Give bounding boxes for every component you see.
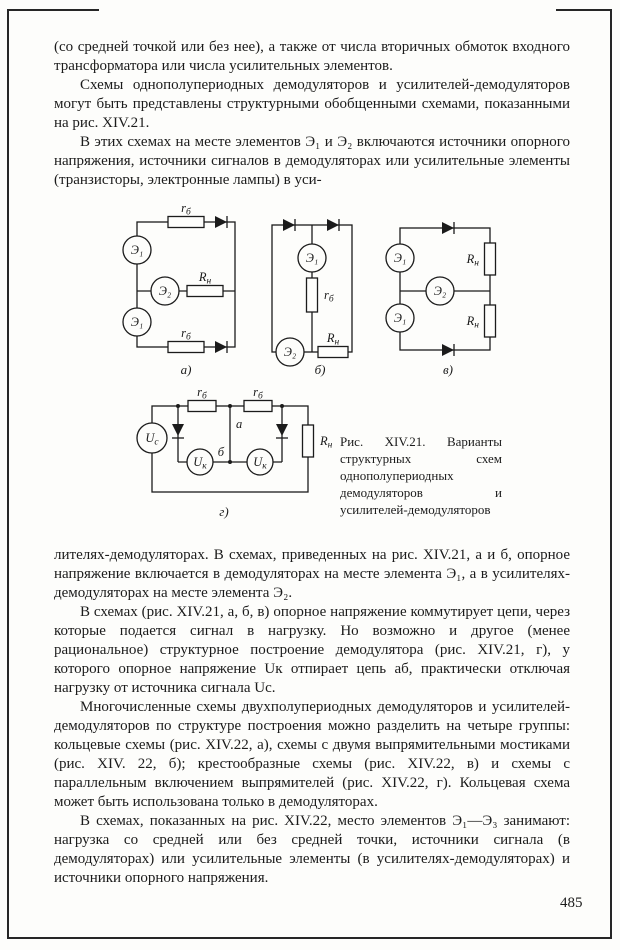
element-label: Э₂ bbox=[158, 284, 172, 298]
figure-xiv21 bbox=[0, 200, 620, 530]
resistor-rn-box bbox=[303, 425, 314, 457]
element-label: Э₁ bbox=[393, 311, 407, 325]
scan-edge-bottom bbox=[7, 937, 612, 939]
element-label: Э₁ bbox=[130, 243, 144, 257]
node-dot bbox=[228, 460, 232, 464]
diode-icon bbox=[172, 424, 184, 436]
variant-label-v: в) bbox=[443, 362, 453, 377]
circuit-variant-g bbox=[137, 385, 333, 519]
resistor-rn-box bbox=[485, 305, 496, 337]
figure-caption: Рис. XIV.21. Варианты структурных схем однополупериодных демодуляторов и усилителей-демодуляторов bbox=[340, 434, 502, 517]
diode-icon bbox=[327, 219, 339, 231]
circuit-variant-b bbox=[272, 219, 352, 377]
node-b-label: б bbox=[217, 445, 224, 459]
circuit-variant-a bbox=[123, 201, 235, 377]
u-signal-label: $U_с$ bbox=[145, 431, 159, 448]
diode-icon bbox=[442, 344, 454, 356]
u-reference-label: $U_к$ bbox=[193, 455, 207, 472]
resistor-rn-label: $R_н$ bbox=[198, 270, 212, 287]
paragraph: В схемах, показанных на рис. XIV.22, место элементов Э₁—Э₃ занимают: нагрузка со средней или без средней точки, источники сигнала (в демодуляторах) или усилительные элементы (в усилителях-демодуляторах) и источники опорного напряжения. bbox=[54, 813, 570, 886]
element-label: Э₂ bbox=[433, 284, 447, 298]
paragraph: лителях-демодуляторах. В схемах, приведенных на рис. XIV.21, а и б, опорное напряжение включается в демодуляторах на месте элемента Э₁, а в усилителях-демодуляторах на месте элемента Э₂. bbox=[54, 547, 570, 601]
element-label: Э₁ bbox=[305, 251, 319, 265]
resistor-rb-label: $r_б$ bbox=[181, 201, 191, 218]
resistor-rb-box bbox=[244, 401, 272, 412]
diode-icon bbox=[215, 341, 227, 353]
diode-icon bbox=[276, 424, 288, 436]
paragraph: В схемах (рис. XIV.21, а, б, в) опорное напряжение коммутирует цепи, через которые подается сигнал в нагрузку. Но возможно и другое (менее рациональное) структурное построение демодулятора (рис. XIV.21, г), у которого опорное напряжение Uк отпирает цепь аб, практически отключая нагрузку от источника сигнала Uс. bbox=[54, 604, 570, 696]
page-number: 485 bbox=[560, 895, 583, 911]
resistor-rb-label: $r_б$ bbox=[181, 326, 191, 343]
paragraph: Многочисленные схемы двухполупериодных демодуляторов и усилителей-демодуляторов по структуре построения можно разделить на четыре группы: кольцевые схемы (рис. XIV.22, а), схемы с двумя выпрямительными мостиками (рис. XIV. 22, б); крестообразные схемы (рис. XIV.22, в) и схемы с параллельным включением выпрямителей (рис. XIV.22, г). Кольцевая схема может быть использована только в демодуляторах. bbox=[54, 699, 570, 810]
diode-icon bbox=[215, 216, 227, 228]
diode-icon bbox=[283, 219, 295, 231]
resistor-rb-box bbox=[168, 217, 204, 228]
resistor-rb-box bbox=[188, 401, 216, 412]
scan-edge-top-left bbox=[7, 9, 99, 11]
u-reference-label: $U_к$ bbox=[253, 455, 267, 472]
scan-edge-top-right bbox=[556, 9, 612, 11]
variant-label-b: б) bbox=[314, 362, 326, 377]
element-label: Э₂ bbox=[283, 345, 297, 359]
circuit-variant-v bbox=[386, 222, 496, 377]
paragraph: Схемы однополупериодных демодуляторов и усилителей-демодуляторов могут быть представлены структурными обобщенными схемами, показанными на рис. XIV.21. bbox=[54, 77, 570, 131]
variant-label-g: г) bbox=[219, 504, 229, 519]
paragraph: В этих схемах на месте элементов Э₁ и Э₂ включаются источники опорного напряжения, источники сигналов в демодуляторах или усилительные элементы (транзисторы, электронные лампы) в уси- bbox=[54, 134, 570, 188]
variant-label-a: а) bbox=[180, 362, 192, 377]
bottom-text-block bbox=[54, 546, 570, 888]
node-dot bbox=[280, 404, 284, 408]
element-label: Э₁ bbox=[393, 251, 407, 265]
node-a-label: а bbox=[236, 417, 243, 431]
node-dot bbox=[228, 404, 232, 408]
resistor-rb-box bbox=[307, 278, 318, 312]
resistor-rn-label: $R_н$ bbox=[466, 252, 479, 269]
resistor-rn-label: $R_н$ bbox=[320, 434, 333, 451]
resistor-rb-box bbox=[168, 342, 204, 353]
element-label: Э₁ bbox=[130, 315, 144, 329]
resistor-rn-box bbox=[187, 286, 223, 297]
diode-icon bbox=[442, 222, 454, 234]
resistor-rb-label: $r_б$ bbox=[324, 288, 334, 305]
paragraph: (со средней точкой или без нее), а также от числа вторичных обмоток входного трансформатора или числа усилительных элементов. bbox=[54, 39, 570, 74]
top-text-block bbox=[54, 38, 570, 190]
resistor-rn-box bbox=[318, 347, 348, 358]
resistor-rb-label: $r_б$ bbox=[253, 385, 263, 402]
node-dot bbox=[176, 404, 180, 408]
resistor-rn-label: $R_н$ bbox=[326, 331, 340, 348]
resistor-rb-label: $r_б$ bbox=[197, 385, 207, 402]
resistor-rn-label: $R_н$ bbox=[466, 314, 479, 331]
resistor-rn-box bbox=[485, 243, 496, 275]
